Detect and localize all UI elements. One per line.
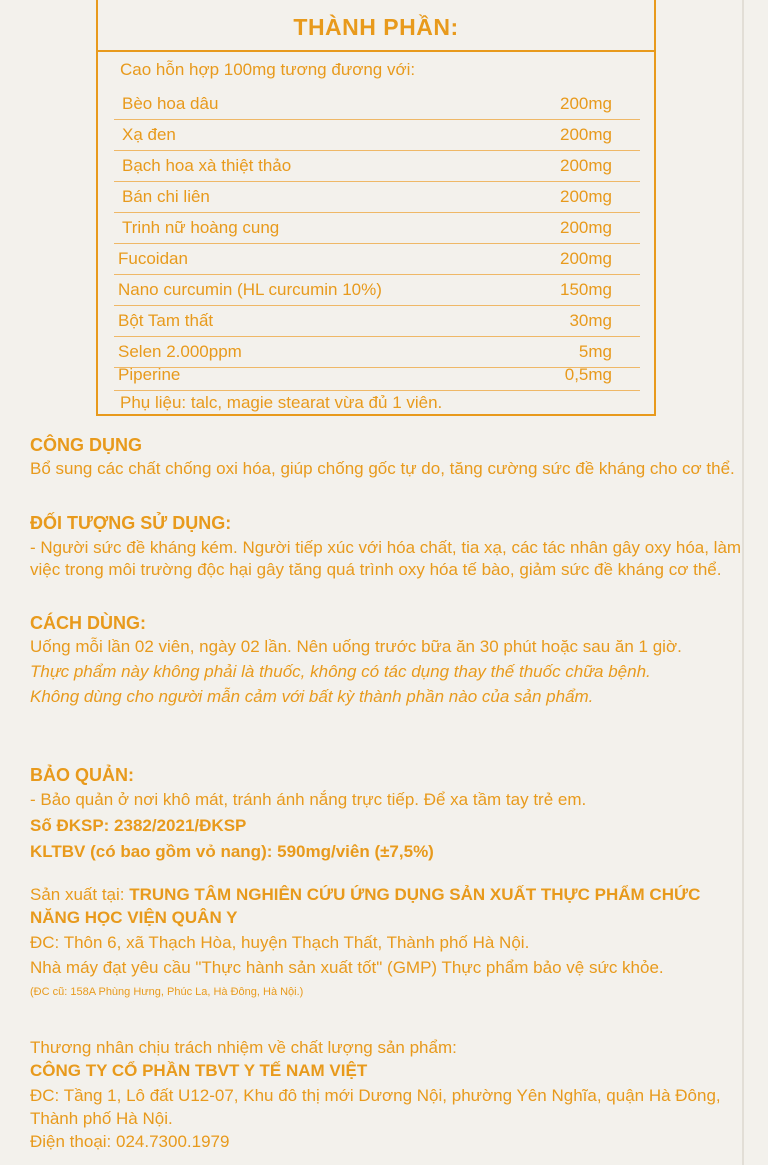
manufacturer-name: TRUNG TÂM NGHIÊN CỨU ỨNG DỤNG SẢN XUẤT THỰC PHẨM CHỨC NĂNG HỌC VIỆN QUÂN Y <box>30 885 701 927</box>
ingredient-amount: 200mg <box>560 218 612 237</box>
registration-number: Số ĐKSP: 2382/2021/ĐKSP <box>30 816 247 835</box>
ingredients-table <box>96 0 656 416</box>
usage-text: Uống mỗi lần 02 viên, ngày 02 lần. Nên uống trước bữa ăn 30 phút hoặc sau ăn 1 giờ. <box>30 637 682 656</box>
trader-address: ĐC: Tầng 1, Lô đất U12-07, Khu đô thị mới Dương Nội, phường Yên Nghĩa, quận Hà Đông, Thành phố Hà Nội. <box>30 1086 721 1128</box>
ingredient-amount: 5mg <box>578 342 612 361</box>
ingredient-row <box>114 360 640 391</box>
ingredient-name: Piperine <box>118 365 181 384</box>
ingredient-name: Xạ đen <box>122 125 176 144</box>
ingredient-row <box>114 88 640 120</box>
ingredient-amount: 30mg <box>569 311 612 330</box>
target-section <box>30 512 742 581</box>
ingredients-intro: Cao hỗn hợp 100mg tương đương với: <box>120 60 416 79</box>
uses-text: Bổ sung các chất chống oxi hóa, giúp chống gốc tự do, tăng cường sức đề kháng cho cơ thể. <box>30 459 735 478</box>
manufacturer-section <box>30 883 742 1004</box>
uses-heading: CÔNG DỤNG <box>30 435 142 455</box>
ingredient-row <box>114 274 640 306</box>
trader-label: Thương nhân chịu trách nhiệm về chất lượng sản phẩm: <box>30 1038 457 1057</box>
target-text: - Người sức đề kháng kém. Người tiếp xúc với hóa chất, tia xạ, các tác nhân gây oxy hóa, làm việc trong môi trường độc hại gây tăng quá trình oxy hóa tế bào, giảm sức đề kháng cơ thể. <box>30 538 742 579</box>
ingredient-amount: 150mg <box>560 280 612 299</box>
capsule-weight: KLTBV (có bao gồm vỏ nang): 590mg/viên (±7,5%) <box>30 842 434 861</box>
ingredient-row <box>114 119 640 151</box>
ingredients-title: THÀNH PHẦN: <box>98 0 654 52</box>
ingredient-name: Bạch hoa xà thiệt thảo <box>122 156 292 175</box>
usage-heading: CÁCH DÙNG: <box>30 613 146 633</box>
ingredient-row <box>114 305 640 337</box>
manufacturer-line <box>30 883 742 929</box>
uses-section <box>30 434 742 480</box>
storage-heading: BẢO QUẢN: <box>30 765 134 785</box>
ingredient-amount: 0,5mg <box>564 365 612 384</box>
ingredient-name: Fucoidan <box>118 249 188 268</box>
gmp-statement: Nhà máy đạt yêu cầu "Thực hành sản xuất tốt" (GMP) Thực phẩm bảo vệ sức khỏe. <box>30 958 664 977</box>
ingredient-name: Bột Tam thất <box>118 311 214 330</box>
trader-section <box>30 1036 742 1153</box>
usage-warning: Không dùng cho người mẫn cảm với bất kỳ thành phần nào của sản phẩm. <box>30 687 594 706</box>
fold-crease <box>742 0 744 1165</box>
manufacturer-label: Sản xuất tại: <box>30 885 130 904</box>
ingredient-row <box>114 181 640 213</box>
ingredient-name: Nano curcumin (HL curcumin 10%) <box>118 280 382 299</box>
old-address: (ĐC cũ: 158A Phùng Hưng, Phúc La, Hà Đông, Hà Nội.) <box>30 986 304 998</box>
target-heading: ĐỐI TƯỢNG SỬ DỤNG: <box>30 513 232 533</box>
trader-phone: Điện thoại: 024.7300.1979 <box>30 1132 230 1151</box>
ingredient-amount: 200mg <box>560 156 612 175</box>
ingredient-name: Selen 2.000ppm <box>118 342 242 361</box>
usage-section <box>30 612 742 708</box>
ingredient-amount: 200mg <box>560 249 612 268</box>
excipients-text: Phụ liệu: talc, magie stearat vừa đủ 1 viên. <box>120 393 443 412</box>
trader-name: CÔNG TY CỔ PHẦN TBVT Y TẾ NAM VIỆT <box>30 1061 368 1080</box>
ingredient-row <box>114 243 640 275</box>
ingredient-name: Bán chi liên <box>122 187 210 206</box>
usage-note: Thực phẩm này không phải là thuốc, không có tác dụng thay thế thuốc chữa bệnh. <box>30 662 651 681</box>
storage-section <box>30 764 742 811</box>
storage-text: - Bảo quản ở nơi khô mát, tránh ánh nắng trực tiếp. Để xa tầm tay trẻ em. <box>30 790 587 809</box>
manufacturer-address: ĐC: Thôn 6, xã Thạch Hòa, huyện Thạch Thất, Thành phố Hà Nội. <box>30 933 530 952</box>
ingredient-row <box>114 150 640 182</box>
ingredient-amount: 200mg <box>560 94 612 113</box>
ingredient-name: Bèo hoa dâu <box>122 94 219 113</box>
ingredient-row <box>114 212 640 244</box>
ingredient-amount: 200mg <box>560 125 612 144</box>
ingredient-amount: 200mg <box>560 187 612 206</box>
ingredient-name: Trinh nữ hoàng cung <box>122 218 280 237</box>
